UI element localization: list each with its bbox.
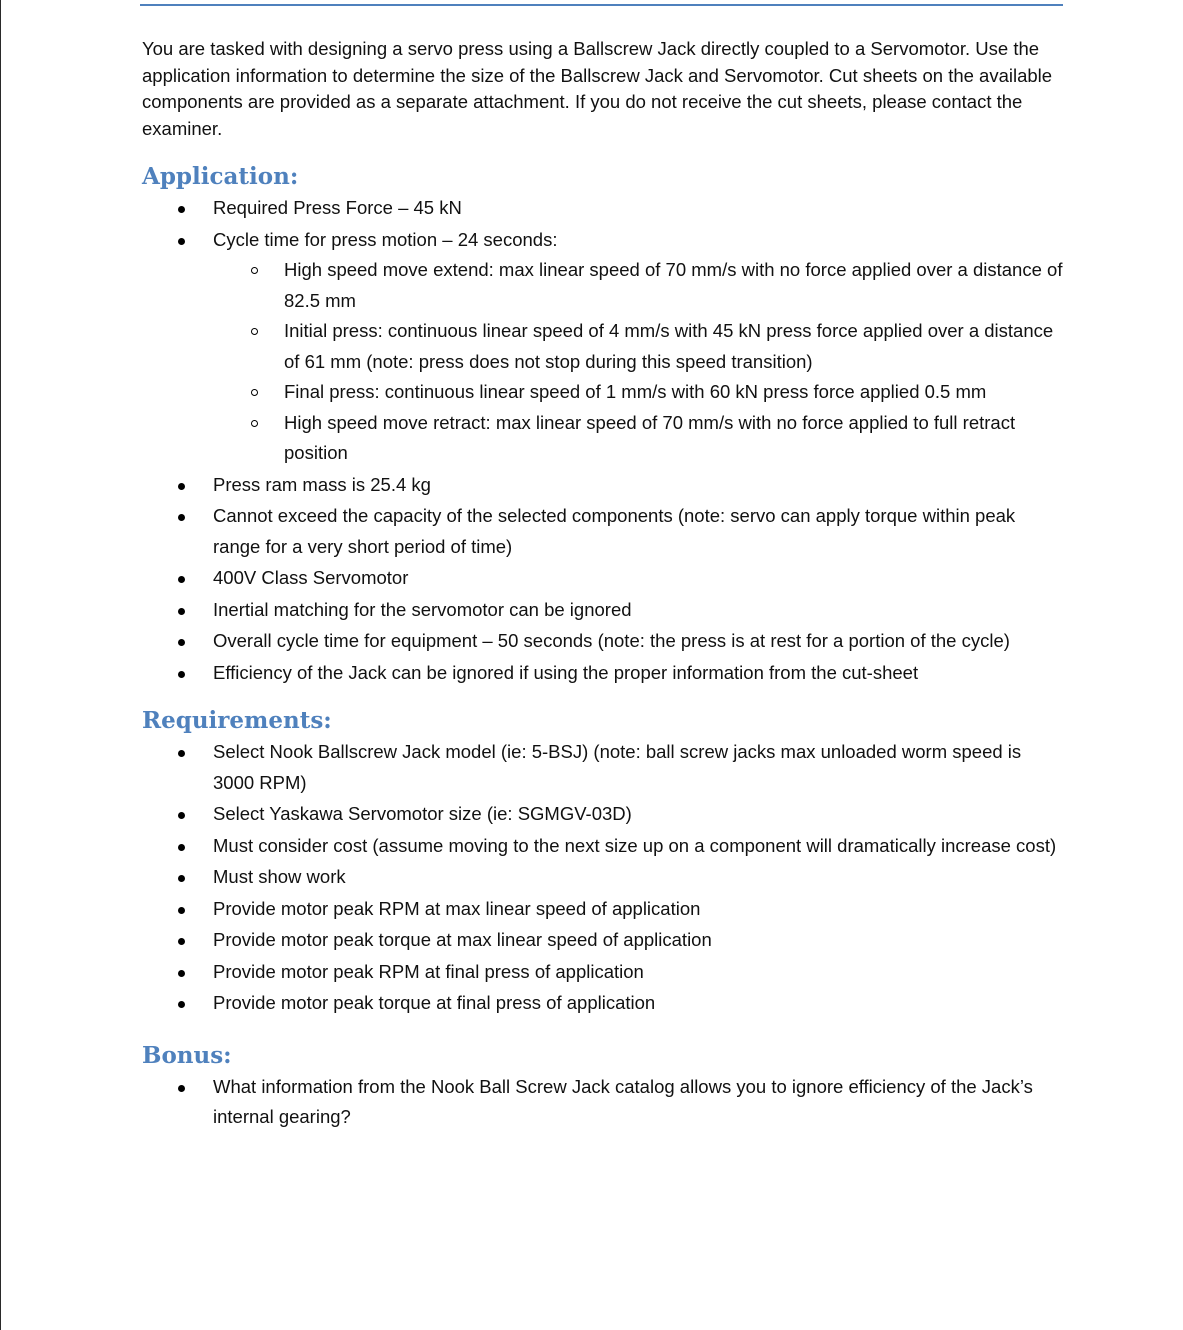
circle-bullet-icon [251,267,258,274]
list-item: Must show work [142,862,1067,893]
bullet-icon [178,907,185,914]
requirements-heading: Requirements: [142,707,332,734]
application-heading: Application: [142,163,299,190]
page-left-edge [0,0,1,1330]
bullet-icon [178,671,185,678]
bullet-icon [178,206,185,213]
bonus-heading: Bonus: [142,1041,232,1069]
list-item: Provide motor peak RPM at max linear speed of application [142,894,1067,925]
bullet-icon [178,639,185,646]
circle-bullet-icon [251,389,258,396]
list-item: Must consider cost (assume moving to the next size up on a component will dramatically increase cost) [142,831,1067,862]
circle-bullet-icon [251,420,258,427]
sub-list-item: High speed move retract: max linear speed of 70 mm/s with no force applied to full retract position [284,408,1067,469]
list-item: Inertial matching for the servomotor can be ignored [142,595,1067,626]
list-item: Select Nook Ballscrew Jack model (ie: 5-BSJ) (note: ball screw jacks max unloaded worm speed is 3000 RPM) [142,737,1067,798]
list-item: Cycle time for press motion – 24 seconds: [142,225,1067,256]
bonus-list [142,1072,1067,1133]
bullet-icon [178,875,185,882]
sub-list-item: Initial press: continuous linear speed of 4 mm/s with 45 kN press force applied over a distance of 61 mm (note: press does not stop during this speed transition) [284,316,1067,377]
header-rule [140,4,1063,6]
list-item: 400V Class Servomotor [142,563,1067,594]
bullet-icon [178,576,185,583]
bullet-icon [178,750,185,757]
application-list-continued [142,470,1067,689]
requirements-list [142,737,1067,1019]
bullet-icon [178,608,185,615]
bullet-icon [178,514,185,521]
cycle-sublist [142,255,1067,469]
sub-list-item: Final press: continuous linear speed of 1 mm/s with 60 kN press force applied 0.5 mm [284,377,1067,408]
circle-bullet-icon [251,328,258,335]
list-item: Press ram mass is 25.4 kg [142,470,1067,501]
bullet-icon [178,938,185,945]
list-item: Required Press Force – 45 kN [142,193,1067,224]
list-item: Provide motor peak torque at final press of application [142,988,1067,1019]
list-item: Provide motor peak torque at max linear speed of application [142,925,1067,956]
bullet-icon [178,970,185,977]
application-list [142,193,1067,255]
intro-paragraph: You are tasked with designing a servo press using a Ballscrew Jack directly coupled to a Servomotor. Use the application information to determine the size of the Ballscrew Jack and Servomotor. Cut sheets on the available components are provided as a separate attachment. If you do not receive the cut sheets, please contact the examiner. [142,38,1053,139]
sub-list-item: High speed move extend: max linear speed of 70 mm/s with no force applied over a distance of 82.5 mm [284,255,1067,316]
bullet-icon [178,483,185,490]
document-body [142,36,1067,1133]
bullet-icon [178,238,185,245]
list-item: Overall cycle time for equipment – 50 seconds (note: the press is at rest for a portion of the cycle) [142,626,1067,657]
bullet-icon [178,1085,185,1092]
list-item: What information from the Nook Ball Screw Jack catalog allows you to ignore efficiency of the Jack’s internal gearing? [142,1072,1067,1133]
list-item: Select Yaskawa Servomotor size (ie: SGMGV-03D) [142,799,1067,830]
list-item: Cannot exceed the capacity of the selected components (note: servo can apply torque within peak range for a very short period of time) [142,501,1067,562]
bullet-icon [178,844,185,851]
bullet-icon [178,1001,185,1008]
list-item: Provide motor peak RPM at final press of application [142,957,1067,988]
list-item: Efficiency of the Jack can be ignored if using the proper information from the cut-sheet [142,658,1067,689]
bullet-icon [178,812,185,819]
